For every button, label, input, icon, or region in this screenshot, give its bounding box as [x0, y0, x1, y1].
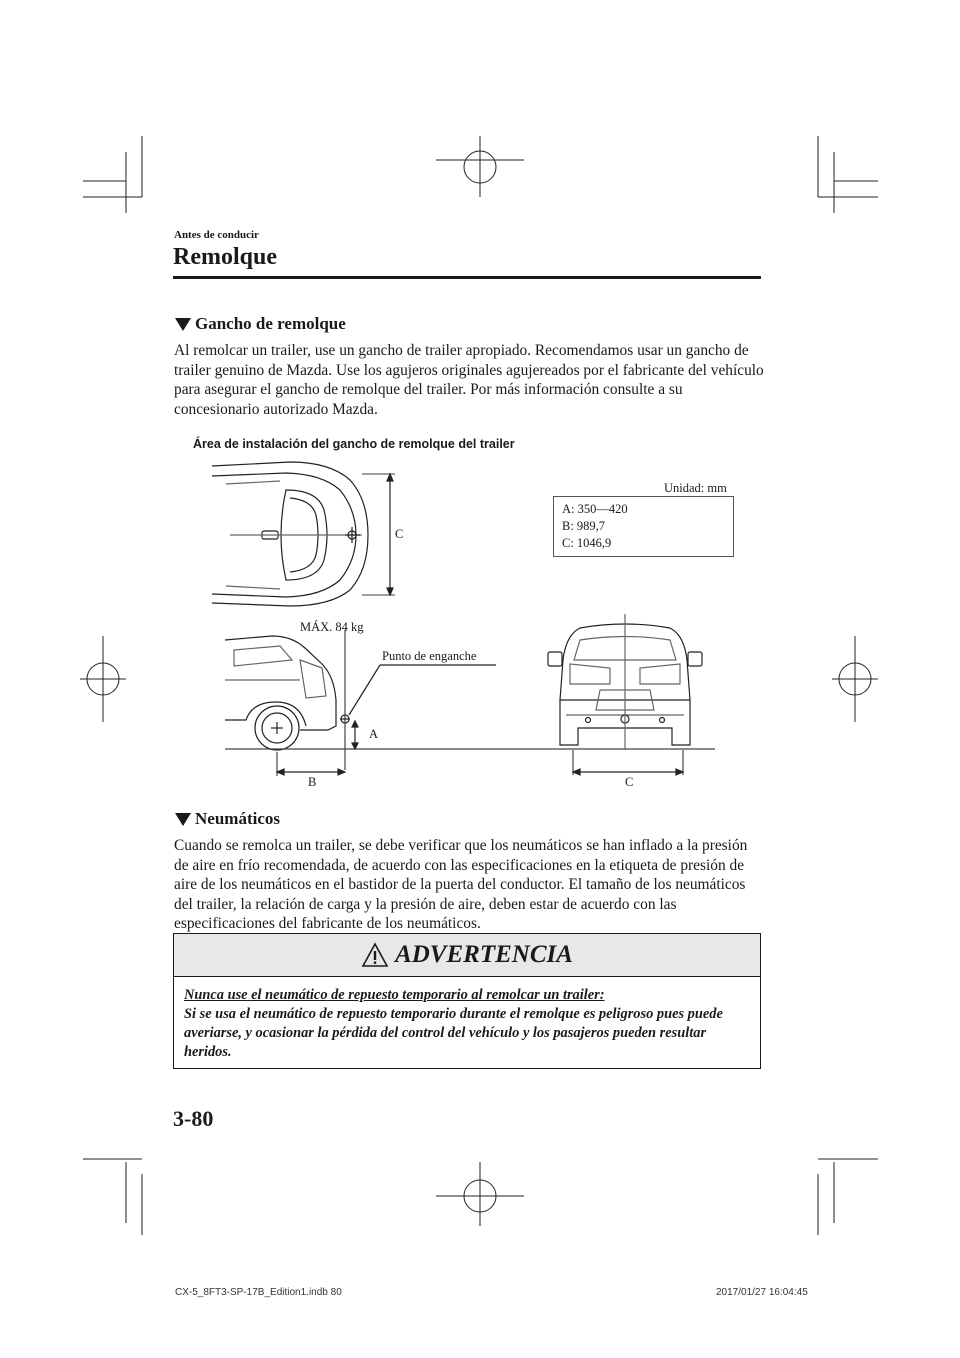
label-b: B [308, 775, 317, 789]
page-title: Remolque [173, 244, 277, 270]
label-hitch-point: Punto de enganche [382, 649, 477, 663]
warning-text: Si se usa el neumático de repuesto temporario durante el remolque es peligroso pues puede averiarse, y ocasionar la pérdida del control del vehículo y los pasajeros pueden resultar heridos. [184, 1006, 723, 1060]
warning-box [173, 933, 761, 1069]
label-a: A [369, 727, 379, 741]
label-c-bottom: C [625, 775, 634, 789]
vehicle-side-view [225, 636, 336, 750]
triangle-bullet-icon [175, 813, 191, 826]
tires-heading [175, 809, 280, 829]
warning-header [174, 934, 760, 977]
diagram-caption: Área de instalación del gancho de remolque del trailer [193, 437, 515, 451]
vehicle-top-view [212, 462, 368, 606]
tires-heading-text: Neumáticos [195, 809, 280, 828]
unit-label: Unidad: mm [664, 481, 727, 495]
spec-c: C: 1046,9 [562, 536, 612, 550]
vehicle-rear-view [548, 614, 702, 750]
file-slug: CX-5_8FT3-SP-17B_Edition1.indb 80 [175, 1287, 342, 1298]
warning-triangle-icon [361, 942, 389, 968]
hitch-paragraph: Al remolcar un trailer, use un gancho de trailer apropiado. Recomendamos usar un gancho de trailer genuino de Mazda. Use los agujeros originales agujereados por el fabricante del vehículo para asegurar el gancho de remolque del trailer. Por más información consulte a su concesionario autorizado Mazda. [174, 342, 764, 418]
section-label: Antes de conducir [174, 229, 259, 241]
warning-body [184, 986, 754, 1062]
label-c-top: C [395, 527, 404, 541]
tires-paragraph: Cuando se remolca un trailer, se debe verificar que los neumáticos se han inflado a la presión de aire en frío recomendada, de acuerdo con las especificaciones en la etiqueta de presión de aire de los neumáticos en el bastidor de la puerta del conductor. El tamaño de los neumáticos del trailer, la relación de carga y la presión de aire, deben estar de acuerdo con las especificaciones del fabricante de los neumáticos. [174, 837, 748, 933]
warning-lead: Nunca use el neumático de repuesto temporario al remolcar un trailer: [184, 987, 605, 1003]
label-max-load: MÁX. 84 kg [300, 620, 364, 634]
spec-a: A: 350—420 [562, 502, 628, 516]
hitch-heading-text: Gancho de remolque [195, 314, 346, 333]
page-number: 3-80 [173, 1106, 214, 1131]
warning-title: ADVERTENCIA [395, 941, 573, 968]
spec-b: B: 989,7 [562, 519, 606, 533]
print-timestamp: 2017/01/27 16:04:45 [716, 1287, 808, 1298]
